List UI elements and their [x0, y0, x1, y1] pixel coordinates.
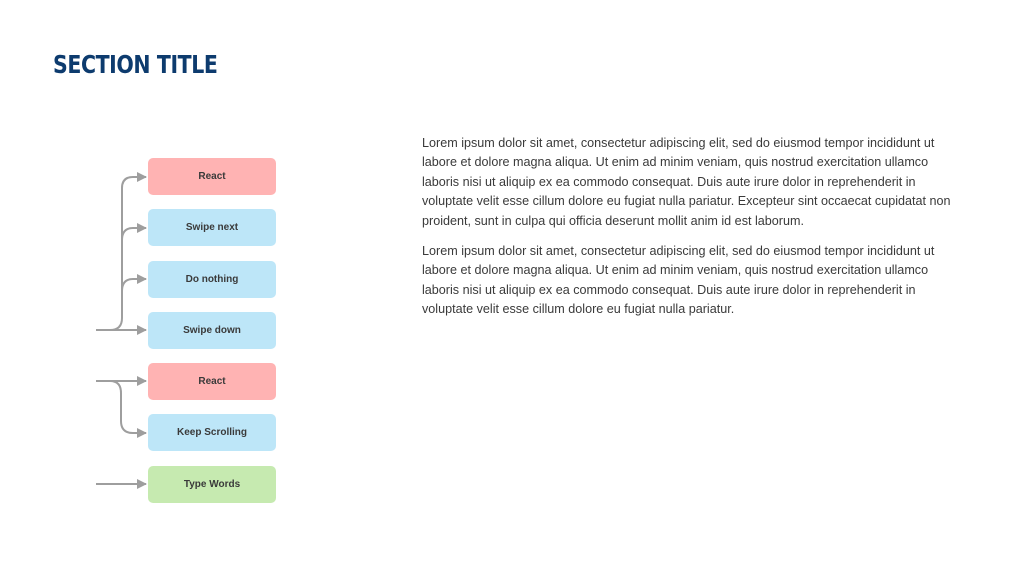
flow-diagram [0, 0, 300, 576]
flow-box-do-nothing [148, 261, 276, 298]
branch-do-nothing [122, 279, 146, 291]
branch-trunk-1 [110, 177, 146, 330]
section-title: SECTION TITLE [53, 50, 218, 79]
box-label: React [198, 171, 226, 182]
box-label: Type Words [183, 479, 241, 490]
flow-box-keep-scrolling [148, 414, 276, 451]
box-label: Keep Scrolling [176, 427, 247, 438]
branch-swipe-next [122, 228, 146, 240]
box-label: React [198, 376, 226, 387]
box-label: Swipe down [183, 325, 241, 336]
flow-box-react-1 [148, 158, 276, 195]
flow-box-swipe-down [148, 312, 276, 349]
paragraph-2: Lorem ipsum dolor sit amet, consectetur adipiscing elit, sed do eiusmod tempor incididunt ut labore et dolore magna aliqua. Ut enim ad minim veniam, quis nostrud exercitation ullamco laboris nisi ut aliquip ex ea commodo consequat. Duis aute irure dolor in reprehenderit in voluptate velit esse cillum dolore eu fugiat nulla pariatur. [422, 244, 935, 317]
body-text [422, 134, 967, 331]
paragraph-1: Lorem ipsum dolor sit amet, consectetur adipiscing elit, sed do eiusmod tempor incididunt ut labore et dolore magna aliqua. Ut enim ad minim veniam, quis nostrud exercitation ullamco laboris nisi ut aliquip ex ea commodo consequat. Duis aute irure dolor in reprehenderit in voluptate velit esse cillum dolore eu fugiat nulla pariatur. Excepteur sint occaecat cupidatat non proident, sunt in culpa qui officia deserunt mollit anim id est laborum. [422, 136, 951, 228]
box-label: Do nothing [185, 274, 239, 285]
flow-box-react-2 [148, 363, 276, 400]
flow-box-type-words [148, 466, 276, 503]
branch-keep-scrolling [110, 381, 146, 433]
flow-box-swipe-next [148, 209, 276, 246]
box-label: Swipe next [185, 222, 239, 233]
